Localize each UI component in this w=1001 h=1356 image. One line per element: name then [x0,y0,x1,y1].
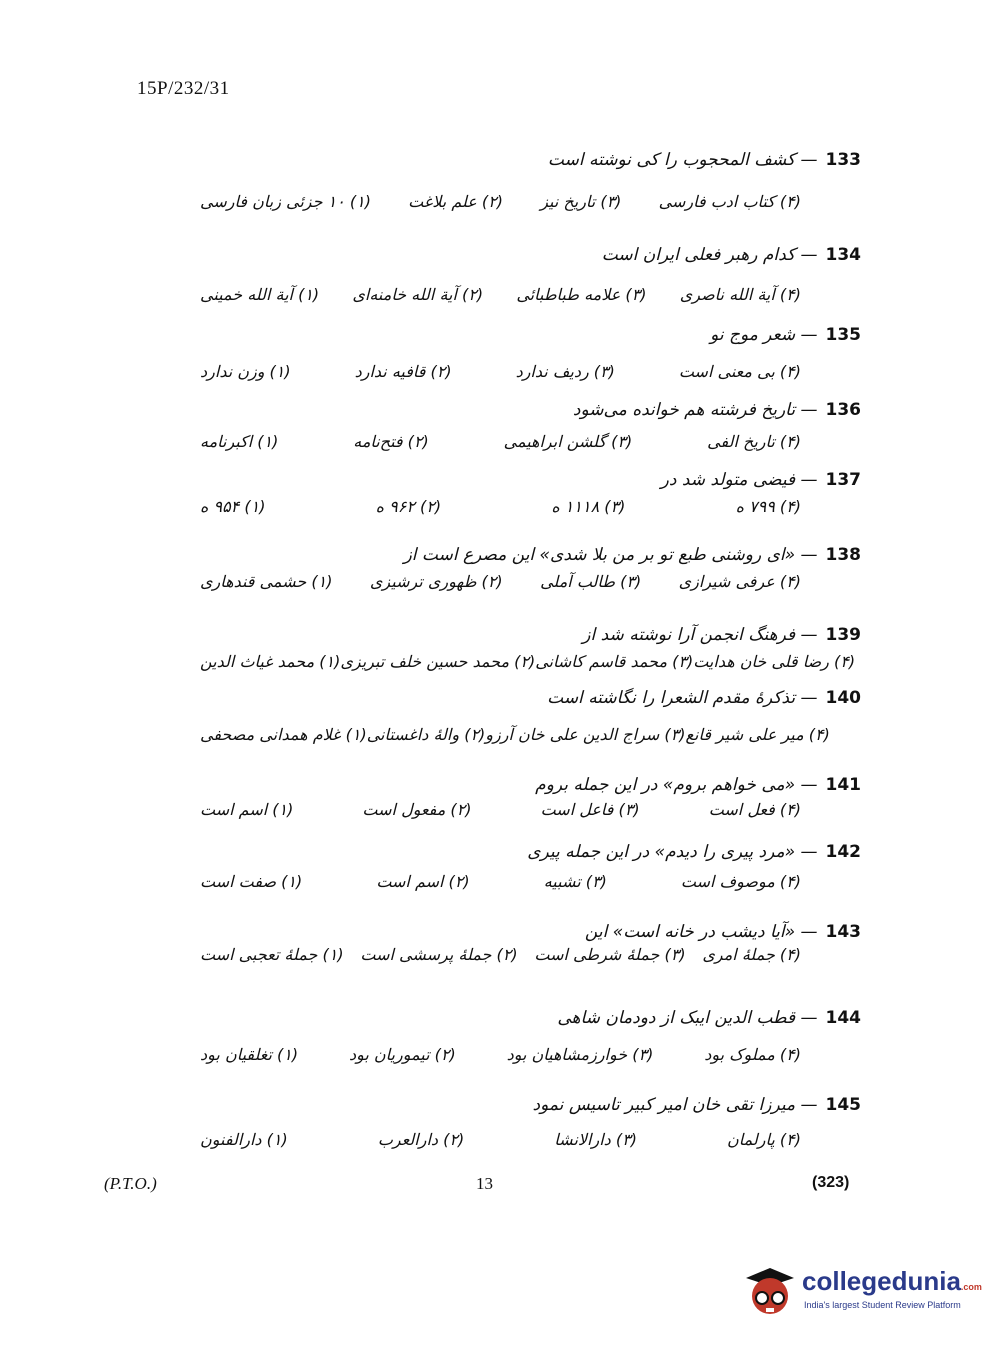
option-3: (۳) گلشن ابراهیمی [503,432,633,451]
question-text: — «ای روشنی طبع تو بر من بلا شدی» این مصرع است از [403,545,818,565]
question-number: 143 [825,922,861,942]
question-number: 139 [825,625,861,645]
logo-suffix: .com [960,1282,982,1292]
options-row [200,945,801,964]
option-3: (۳) تشبیه [543,872,607,891]
option-1: (۱) حشمی قندهاری [200,572,333,591]
options-row [200,285,801,304]
options-row [200,1130,801,1149]
option-4: (۴) پارلمان [727,1130,801,1149]
logo-wordmark [802,1266,982,1297]
option-2: (۲) آیة الله خامنه‌ای [352,285,484,304]
option-3: (۳) تاریخ نیز [540,192,622,211]
option-3: (۳) محمد قاسم کاشانی [535,652,694,671]
options-row [200,432,801,451]
option-2: (۲) علم بلاغت [408,192,503,211]
option-2: (۲) فتح‌نامه [353,432,429,451]
question-138 [404,545,861,565]
option-1: (۱) صفت است [200,872,303,891]
option-2: (۲) مفعول است [362,800,472,819]
option-2: (۲) والهٔ داغستانی [366,725,486,744]
option-2: (۲) دارالعرب [377,1130,465,1149]
logo-name: collegedunia [802,1266,961,1296]
option-3: (۳) ۱۱۱۸ ه [551,497,626,516]
option-1: (۱) آیة الله خمینی [200,285,320,304]
option-1: (۱) غلام همدانی مصحفی [200,725,367,744]
question-number: 134 [825,245,861,265]
question-text: — فرهنگ انجمن آرا نوشته شد از [582,625,818,645]
question-137 [661,470,861,490]
option-1: (۱) دارالفنون [200,1130,288,1149]
option-4: (۴) تاریخ الفی [707,432,801,451]
question-text: — فیضی متولد شد در [660,470,818,490]
question-number: 145 [825,1095,861,1115]
option-4: (۴) جملهٔ امری [702,945,801,964]
question-number: 137 [825,470,861,490]
question-number: 140 [825,688,861,708]
option-4: (۴) کتاب ادب فارسی [658,192,801,211]
question-140 [547,688,861,708]
footer-pto: (P.T.O.) [104,1174,157,1193]
question-134 [602,245,861,265]
option-3: (۳) ردیف ندارد [515,362,615,381]
option-2: (۲) جملهٔ پرسشی است [360,945,518,964]
question-text: — تاریخ فرشته هم خوانده می‌شود [572,400,818,420]
option-1: (۱) ۱۰ جزئی زبان فارسی [200,192,371,211]
footer-code: (323) [812,1174,850,1191]
option-1: (۱) تغلقیان بود [200,1045,299,1064]
option-4: (۴) عرفی شیرازی [678,572,801,591]
options-row [200,192,801,211]
option-4: (۴) میر علی شیر قانع [685,725,830,744]
question-text: — تذکرهٔ مقدم الشعرا را نگاشته است [547,688,818,708]
option-3: (۳) علامه طباطبائی [516,285,647,304]
option-2: (۲) محمد حسین خلف تبریزی [340,652,536,671]
mascot-icon [740,1262,802,1322]
question-142 [527,842,861,862]
page-number: 13 [476,1174,493,1193]
option-4: (۴) موصوف است [680,872,801,891]
question-number: 144 [825,1008,861,1028]
question-text: — «می خواهم بروم» در این جمله بروم [535,775,818,795]
question-text: — میرزا تقی خان امیر کبیر تاسیس نمود [532,1095,818,1115]
options-row [200,362,801,381]
question-number: 133 [825,150,861,170]
question-text: — قطب الدین ایبک از دودمان شاهی [557,1008,818,1028]
question-text: — کشف المحجوب را کی نوشته است [547,150,818,170]
option-4: (۴) ۷۹۹ ه [735,497,801,516]
option-1: (۱) محمد غیاث الدین [200,652,341,671]
question-number: 142 [825,842,861,862]
question-number: 135 [825,325,861,345]
options-row [200,497,801,516]
options-row [200,1045,801,1064]
option-3: (۳) خوارزمشاهیان بود [506,1045,654,1064]
option-3: (۳) سراج الدین علی خان آرزو [485,725,686,744]
option-4: (۴) مملوک بود [704,1045,801,1064]
option-3: (۳) طالب آملی [540,572,642,591]
question-135 [710,325,861,345]
question-136 [573,400,861,420]
option-4: (۴) رضا قلی خان هدایت [693,652,856,671]
option-4: (۴) آیة الله ناصری [679,285,801,304]
question-133 [548,150,861,170]
option-2: (۲) قافیه ندارد [354,362,452,381]
options-row [200,800,801,819]
option-1: (۱) اکبرنامه [200,432,279,451]
option-4: (۴) بی معنی است [678,362,801,381]
question-145 [533,1095,862,1115]
option-2: (۲) ظهوری ترشیزی [369,572,503,591]
option-1: (۱) جملهٔ تعجبی است [200,945,344,964]
question-number: 141 [825,775,861,795]
question-text: — «آیا دیشب در خانه است» این [584,922,818,942]
question-text: — شعر موج نو [710,325,818,345]
options-row [200,652,856,671]
option-1: (۱) وزن ندارد [200,362,291,381]
collegedunia-logo [740,1262,982,1324]
options-row [200,572,801,591]
option-3: (۳) فاعل است [540,800,640,819]
options-row [200,725,830,744]
question-144 [557,1008,861,1028]
option-1: (۱) ۹۵۴ ه [200,497,266,516]
question-number: 136 [825,400,861,420]
paper-code: 15P/232/31 [137,78,230,99]
option-3: (۳) جملهٔ شرطی است [534,945,686,964]
question-number: 138 [825,545,861,565]
option-3: (۳) دارالانشا [554,1130,637,1149]
option-1: (۱) اسم است [200,800,294,819]
option-4: (۴) فعل است [708,800,801,819]
question-text: — کدام رهبر فعلی ایران است [601,245,818,265]
question-text: — «مرد پیری را دیدم» در این جمله پیری [527,842,818,862]
question-141 [535,775,861,795]
logo-tagline: India's largest Student Review Platform [804,1300,961,1310]
question-143 [585,922,861,942]
option-2: (۲) اسم است [376,872,470,891]
option-2: (۲) ۹۶۲ ه [375,497,442,516]
options-row [200,872,801,891]
question-139 [582,625,861,645]
option-2: (۲) تیموریان بود [349,1045,456,1064]
